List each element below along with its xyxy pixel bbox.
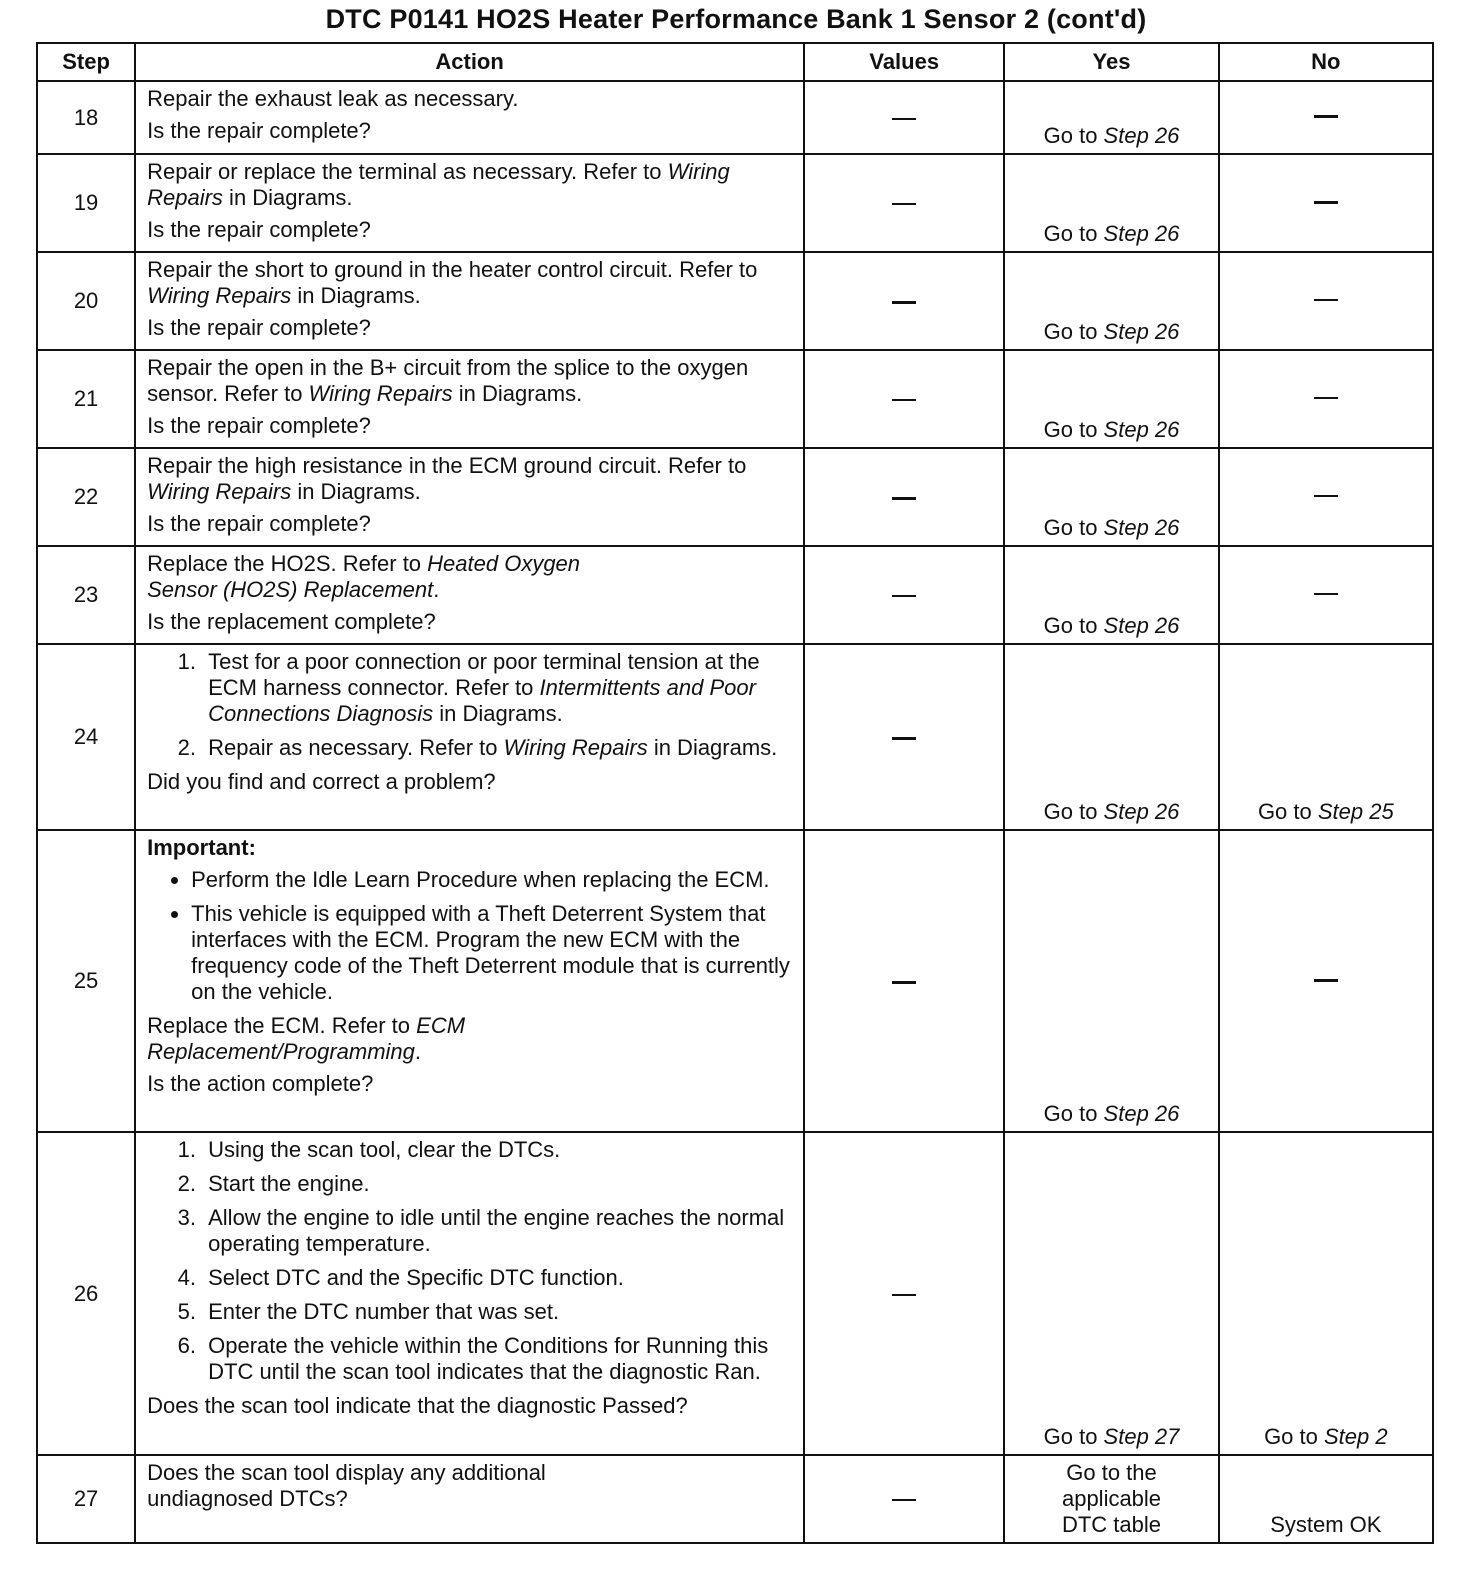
header-values: Values (804, 43, 1004, 81)
list-item: 3. Allow the engine to idle until the engine reaches the normal operating temperature. (202, 1205, 795, 1257)
list-item: 6. Operate the vehicle within the Conditions for Running this DTC until the scan tool indicates that the diagnostic Ran. (202, 1333, 795, 1385)
no-cell (1219, 350, 1433, 448)
yes-cell (1004, 350, 1218, 448)
step-link[interactable]: Step 26 (1103, 417, 1180, 442)
dash-mark (1314, 397, 1338, 399)
action-text: Repair the high resistance in the ECM ground circuit. Refer to Wiring Repairs in Diagrams. (147, 453, 747, 504)
step-link[interactable]: Step 26 (1103, 515, 1180, 540)
dash-mark (1314, 115, 1338, 118)
dash-mark (892, 1499, 916, 1501)
step-link[interactable]: Step 26 (1103, 799, 1180, 824)
question-text: Is the repair complete? (147, 413, 371, 438)
reference-link[interactable]: Intermittents and Poor Connections Diagnosis (208, 675, 756, 726)
dash-mark (892, 497, 916, 500)
table-row (37, 252, 1433, 350)
list-item: 1. Using the scan tool, clear the DTCs. (202, 1137, 795, 1163)
action-cell (135, 546, 804, 644)
no-cell (1219, 830, 1433, 1132)
dash-mark (892, 595, 916, 597)
go-to-label: Go to (1043, 319, 1104, 344)
no-cell (1219, 252, 1433, 350)
dash-mark (1314, 201, 1338, 204)
no-text: System OK (1270, 1512, 1382, 1537)
list-item: 2. Start the engine. (202, 1171, 795, 1197)
step-number: 18 (37, 81, 135, 154)
values-cell (804, 154, 1004, 252)
reference-link[interactable]: Heated Oxygen Sensor (HO2S) Replacement (147, 551, 581, 602)
action-cell (135, 830, 804, 1132)
step-number: 23 (37, 546, 135, 644)
no-cell (1219, 448, 1433, 546)
dash-mark (892, 1294, 916, 1296)
table-row (37, 448, 1433, 546)
table-row (37, 644, 1433, 830)
list-item: 2. Repair as necessary. Refer to Wiring Repairs in Diagrams. (202, 735, 795, 761)
step-number: 25 (37, 830, 135, 1132)
dash-mark (892, 737, 916, 740)
yes-cell (1004, 1132, 1218, 1455)
no-cell (1219, 154, 1433, 252)
reference-link[interactable]: Wiring Repairs (503, 735, 648, 760)
action-text: Repair or replace the terminal as necessary. Refer to Wiring Repairs in Diagrams. (147, 159, 730, 210)
header-row (37, 43, 1433, 81)
action-text: Repair the exhaust leak as necessary. (147, 86, 519, 111)
yes-cell (1004, 81, 1218, 154)
step-number: 26 (37, 1132, 135, 1455)
header-step: Step (37, 43, 135, 81)
reference-link[interactable]: ECM Replacement/Programming (147, 1013, 466, 1064)
values-cell (804, 546, 1004, 644)
numbered-list (147, 1137, 795, 1385)
yes-cell (1004, 448, 1218, 546)
step-link[interactable]: Step 26 (1103, 1101, 1180, 1126)
go-to-label: Go to (1043, 613, 1104, 638)
dash-mark (1314, 979, 1338, 982)
question-text: Is the replacement complete? (147, 609, 436, 634)
question-text: Is the repair complete? (147, 217, 371, 242)
go-to-label: Go to (1043, 417, 1104, 442)
values-cell (804, 448, 1004, 546)
step-number: 22 (37, 448, 135, 546)
no-cell (1219, 1132, 1433, 1455)
go-to-label: Go to (1043, 123, 1104, 148)
reference-link[interactable]: Wiring Repairs (308, 381, 453, 406)
table-row (37, 154, 1433, 252)
action-cell (135, 350, 804, 448)
dash-mark (1314, 593, 1338, 595)
no-cell (1219, 1455, 1433, 1543)
dash-mark (892, 301, 916, 304)
yes-text[interactable]: Go to the applicable DTC table (1061, 1460, 1162, 1537)
dash-mark (1314, 299, 1338, 301)
action-cell (135, 252, 804, 350)
action-text: Repair the open in the B+ circuit from the splice to the oxygen sensor. Refer to Wiring Repairs in Diagrams. (147, 355, 749, 406)
step-link[interactable]: Step 26 (1103, 319, 1180, 344)
step-number: 19 (37, 154, 135, 252)
table-row (37, 546, 1433, 644)
step-number: 24 (37, 644, 135, 830)
step-number: 21 (37, 350, 135, 448)
header-action: Action (135, 43, 804, 81)
action-text: Replace the HO2S. Refer to Heated Oxygen Sensor (HO2S) Replacement. (147, 551, 581, 602)
dash-mark (1314, 495, 1338, 497)
dash-mark (892, 981, 916, 984)
action-cell (135, 154, 804, 252)
dash-mark (892, 203, 916, 205)
list-item: 4. Select DTC and the Specific DTC function. (202, 1265, 795, 1291)
go-to-label: Go to (1264, 1424, 1324, 1449)
numbered-list (147, 649, 795, 761)
values-cell (804, 644, 1004, 830)
list-item: 5. Enter the DTC number that was set. (202, 1299, 795, 1325)
dash-mark (892, 118, 916, 120)
yes-cell (1004, 830, 1218, 1132)
page-title: DTC P0141 HO2S Heater Performance Bank 1 Sensor 2 (cont'd) (325, 4, 1147, 34)
action-text: Repair the short to ground in the heater control circuit. Refer to Wiring Repairs in Diagrams. (147, 257, 758, 308)
no-cell (1219, 546, 1433, 644)
bullet-list (147, 867, 795, 1005)
values-cell (804, 1132, 1004, 1455)
step-link[interactable]: Step 26 (1103, 221, 1180, 246)
go-to-label: Go to (1043, 1424, 1104, 1449)
reference-link[interactable]: Wiring Repairs (147, 283, 292, 308)
action-cell (135, 644, 804, 830)
values-cell (804, 350, 1004, 448)
question-text: Is the repair complete? (147, 315, 371, 340)
step-number: 27 (37, 1455, 135, 1543)
header-yes: Yes (1004, 43, 1218, 81)
question-text: Is the repair complete? (147, 511, 371, 536)
dash-mark (892, 399, 916, 401)
go-to-label: Go to (1043, 221, 1104, 246)
values-cell (804, 830, 1004, 1132)
diagnostic-table (36, 42, 1434, 1544)
step-link[interactable]: Step 2 (1323, 1424, 1388, 1449)
important-label: Important: (147, 835, 256, 860)
action-cell (135, 1132, 804, 1455)
header-no: No (1219, 43, 1433, 81)
values-cell (804, 1455, 1004, 1543)
step-link[interactable]: Step 26 (1103, 123, 1180, 148)
go-to-label: Go to (1043, 1101, 1104, 1126)
no-cell (1219, 644, 1433, 830)
question-text: Is the repair complete? (147, 118, 371, 143)
action-text: Replace the ECM. Refer to ECM Replacement/Programming. (147, 1013, 466, 1064)
question-text: Does the scan tool display any additional undiagnosed DTCs? (147, 1460, 546, 1511)
reference-link[interactable]: Wiring Repairs (147, 479, 292, 504)
action-cell (135, 1455, 804, 1543)
no-cell (1219, 81, 1433, 154)
question-text: Did you find and correct a problem? (147, 769, 496, 794)
yes-cell (1004, 1455, 1218, 1543)
list-item: • Perform the Idle Learn Procedure when replacing the ECM. (191, 867, 795, 893)
yes-cell (1004, 644, 1218, 830)
question-text: Is the action complete? (147, 1071, 374, 1096)
reference-link[interactable]: Wiring Repairs (147, 159, 730, 210)
list-item: 1. Test for a poor connection or poor terminal tension at the ECM harness connector. Refer to Intermittents and Poor Connections Diagnosis in Diagrams. (202, 649, 795, 727)
action-cell (135, 448, 804, 546)
table-row (37, 830, 1433, 1132)
table-row (37, 1455, 1433, 1543)
values-cell (804, 252, 1004, 350)
values-cell (804, 81, 1004, 154)
question-text: Does the scan tool indicate that the diagnostic Passed? (147, 1393, 688, 1418)
yes-cell (1004, 154, 1218, 252)
step-number: 20 (37, 252, 135, 350)
action-cell (135, 81, 804, 154)
yes-cell (1004, 252, 1218, 350)
step-link[interactable]: Step 27 (1103, 1424, 1180, 1449)
yes-cell (1004, 546, 1218, 644)
go-to-label: Go to (1043, 799, 1104, 824)
step-link[interactable]: Step 26 (1103, 613, 1180, 638)
go-to-label: Go to (1043, 515, 1104, 540)
table-row (37, 350, 1433, 448)
list-item: • This vehicle is equipped with a Theft Deterrent System that interfaces with the ECM. Program the new ECM with the frequency code of the Theft Deterrent module that is currently on the vehicle. (191, 901, 795, 1005)
step-link[interactable]: Step 25 (1317, 799, 1394, 824)
table-row (37, 81, 1433, 154)
go-to-label: Go to (1257, 799, 1318, 824)
table-row (37, 1132, 1433, 1455)
